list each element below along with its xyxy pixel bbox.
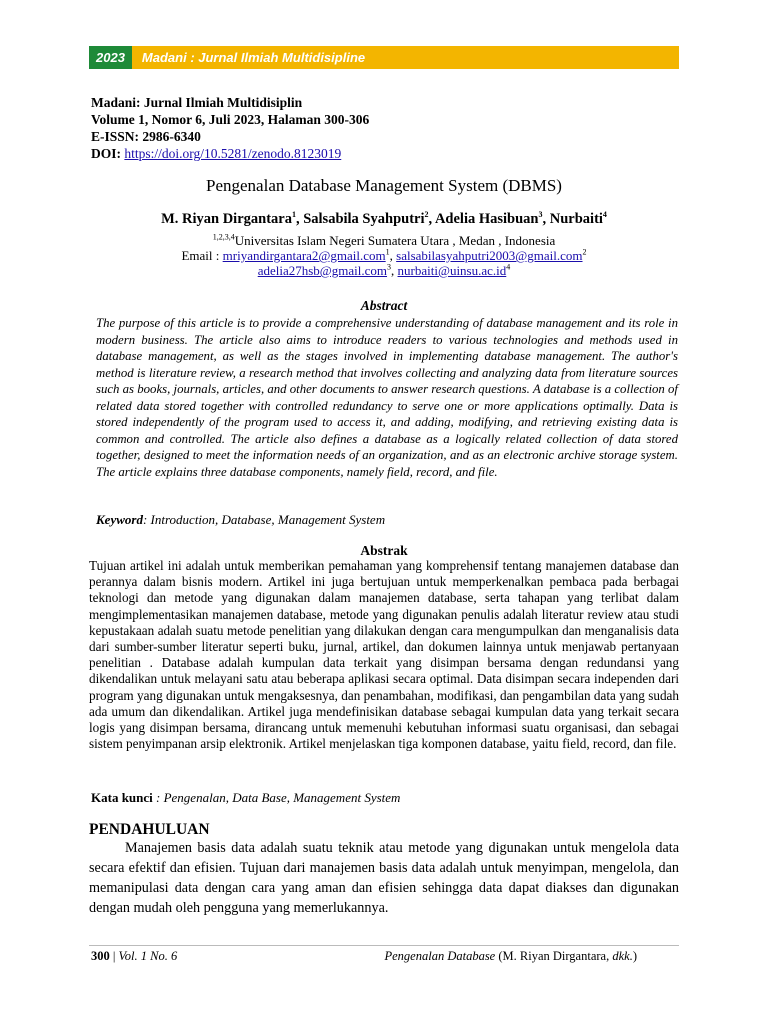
journal-name: Madani: Jurnal Ilmiah Multidisiplin xyxy=(91,95,303,110)
abstrak-heading: Abstrak xyxy=(360,543,408,558)
section-heading: PENDAHULUAN xyxy=(89,821,210,838)
email-line-1: Email : mriyandirgantara2@gmail.com$^1$, salsabilasyahputri2003@gmail.com$^2$ xyxy=(181,247,587,263)
article-title: Pengenalan Database Management System (DBMS) xyxy=(206,176,562,195)
doi-label: DOI: xyxy=(91,146,121,161)
issn: E-ISSN: 2986-6340 xyxy=(91,129,201,144)
author-name: Salsabila Syahputri xyxy=(303,211,425,227)
page-number: 300 xyxy=(91,949,110,963)
volume-info: Volume 1, Nomor 6, Juli 2023, Halaman 300-306 xyxy=(91,112,370,127)
affiliation: $^{1,2,3,4}$Universitas Islam Negeri Sumatera Utara , Medan , Indonesia xyxy=(212,232,556,248)
email-link[interactable]: nurbaiti@uinsu.ac.id xyxy=(397,263,507,278)
banner-year: 2023 xyxy=(89,46,132,69)
author-name: M. Riyan Dirgantara xyxy=(161,211,292,227)
section-paragraph: Manajemen basis data adalah suatu teknik atau metode yang digunakan untuk mengelola data secara efektif dan efisien. Tujuan dari manajemen basis data adalah untuk menyimpan, mengelola, dan memanipulasi data dengan cara yang aman dan efisien sehingga data dapat diakses dan digunakan dengan mudah oleh pengguna yang memerlukannya. xyxy=(89,840,679,916)
banner-title: Madani : Jurnal Ilmiah Multidisipline xyxy=(141,50,366,65)
abstrak-indonesian: Tujuan artikel ini adalah untuk memberikan pemahaman yang komprehensif tentang manajemen database dan perannya dalam bisnis modern. Artikel ini juga bertujuan untuk memperkenalkan pembaca pada berbagai teknologi dan metode yang digunakan dalam manajemen database, serta tahapan yang terlibat dalam mengimplementasikan manajemen database, metode yang digunakan penulis adalah literatur review atau studi kepustakaan adalah suatu metode penelitian yang dilakukan dengan cara mengumpulkan dan menganalisis data dari sumber-sumber literatur seperti buku, jurnal, artikel, dan dokumen lainnya untuk menjawab pertanyaan penelitian . Database adalah kumpulan data terkait yang disimpan bersama dengan redundansi yang dikendalikan untuk melayani satu atau beberapa aplikasi secara optimal. Data disimpan secara independen dari program yang digunakan untuk mengaksesnya, dan penambahan, modifikasi, dan pengambilan data yang sudah ada umum dan dikendalikan. Artikel juga mendefinisikan database sebagai kumpulan data yang terkait secara logis yang disimpan bersama, dirancang untuk memenuhi kebutuhan informasi suatu organisasi, dan sebagai sistem penyimpanan arsip elektronik. Artikel menjelaskan tiga komponen database, yaitu field, record, dan file. xyxy=(89,558,679,752)
keywords-english: Keyword: Introduction, Database, Management System xyxy=(96,512,386,527)
author-name: Nurbaiti xyxy=(549,211,603,227)
doi-link[interactable]: https://doi.org/10.5281/zenodo.8123019 xyxy=(124,146,342,161)
journal-banner xyxy=(89,46,679,69)
email-link[interactable]: mriyandirgantara2@gmail.com xyxy=(222,248,386,263)
author-name: Adelia Hasibuan xyxy=(434,211,539,227)
footer-running-title: Pengenalan Database (M. Riyan Dirgantara, dkk.) xyxy=(384,949,637,963)
email-link[interactable]: salsabilasyahputri2003@gmail.com xyxy=(396,248,583,263)
footer-page-info: 300 | Vol. 1 No. 6 xyxy=(91,949,178,963)
abstract-english: The purpose of this article is to provide a comprehensive understanding of database management and its role in modern business. The article also aims to introduce readers to various technologies and methods used in database management, as well as the stages involved in implementing database management. The author's method is literature review, a research method that involves collecting and analyzing data from literature sources such as books, journals, articles, and other documents to answer research questions. A database is a collection of related data stored together with controlled redundancy to serve one or more applications optimally. Data is stored independently of the program used to access it, and adding, modifying, and retrieving existing data is common and controlled. The article also defines a database as a logically related collection of data stored together, designed to meet the information needs of an organization, and as an electronic archive storage system. The article explains three database components, namely field, record, and file. xyxy=(96,316,678,479)
doi-line xyxy=(91,145,369,162)
email-link[interactable]: adelia27hsb@gmail.com xyxy=(257,263,388,278)
keywords-indonesian: Kata kunci : Pengenalan, Data Base, Management System xyxy=(91,790,401,805)
footer-divider xyxy=(89,945,679,946)
abstract-heading: Abstract xyxy=(360,298,408,313)
author-list: M. Riyan Dirgantara$^1$, Salsabila Syahputri$^2$, Adelia Hasibuan$^3$, Nurbaiti$^4$ xyxy=(161,210,607,227)
email-line-2: adelia27hsb@gmail.com$^3$, $nurbaiti@uinsu.ac.id^4$ xyxy=(257,262,511,278)
article-meta xyxy=(91,94,369,162)
